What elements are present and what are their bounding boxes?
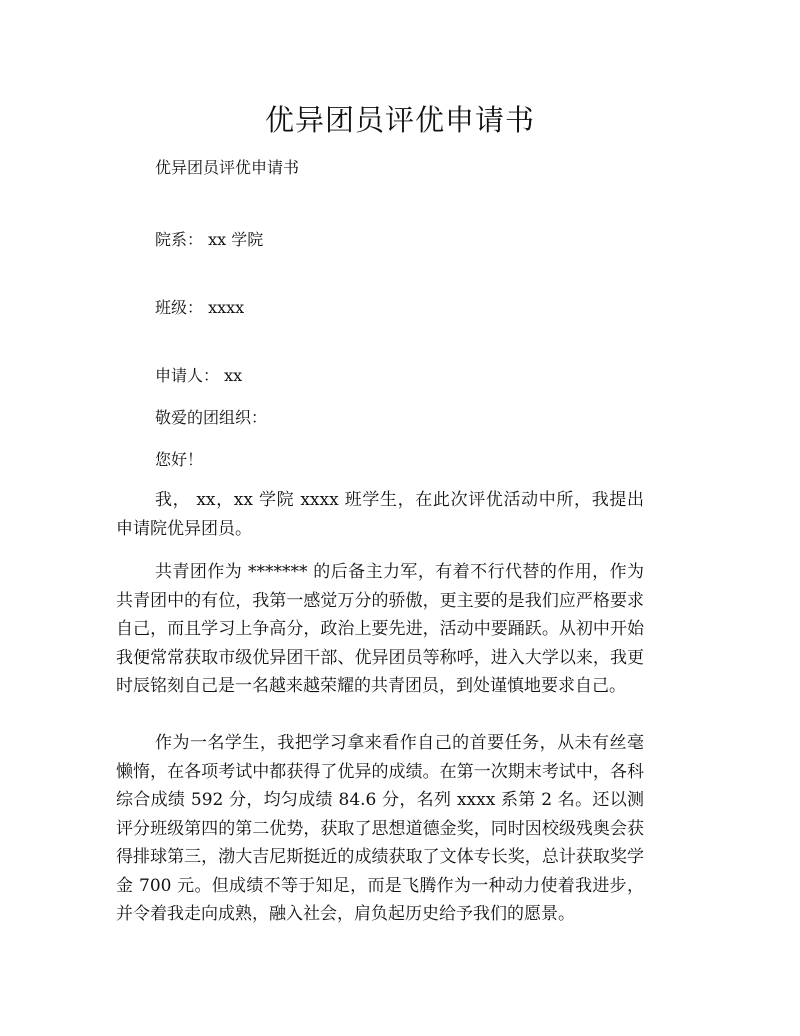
body-paragraph: 我， xx，xx 学院 xxxx 班学生，在此次评优活动中所，我提出申请院优异团员。 (116, 490, 644, 539)
class-line: 班级： xxxx (155, 298, 245, 317)
body-paragraph: 共青团作为 ******* 的后备主力军，有着不行代替的作用，作为共青团中的有位，我第一感觉万分的骄傲，更主要的是我们应严格要求自己，而且学习上争高分，政治上要先进，活动中要踊跃。从初中开始我便常常获取市级优异团干部、优异团员等称呼，进入大学以来，我更时辰铭刻自己是一名越来越荣耀的共青团员，到处谨慎地要求自己。 (116, 562, 644, 696)
document-subtitle: 优异团员评优申请书 (155, 158, 300, 177)
document-title: 优异团员评优申请书 (264, 103, 535, 137)
salutation-line: 敬爱的团组织： (155, 408, 268, 427)
applicant-line: 申请人： xx (155, 366, 243, 385)
greeting-line: 您好！ (155, 450, 204, 469)
department-line: 院系： xx 学院 (155, 230, 264, 249)
body-paragraph: 作为一名学生，我把学习拿来看作自己的首要任务，从未有丝毫懒惰，在各项考试中都获得了优异的成绩。在第一次期末考试中，各科综合成绩 592 分，均匀成绩 84.6 分，名列 xxxx 系第 2 名。还以测评分班级第四的第二优势，获取了思想道德金奖，同时因校级残奥会获得排球第三，渤大吉尼斯挺近的成绩获取了文体专长奖，总计获取奖学金 700 元。但成绩不等于知足，而是飞腾作为一种动力使着我进步，并令着我走向成熟，融入社会，肩负起历史给予我们的愿景。 (116, 733, 644, 924)
